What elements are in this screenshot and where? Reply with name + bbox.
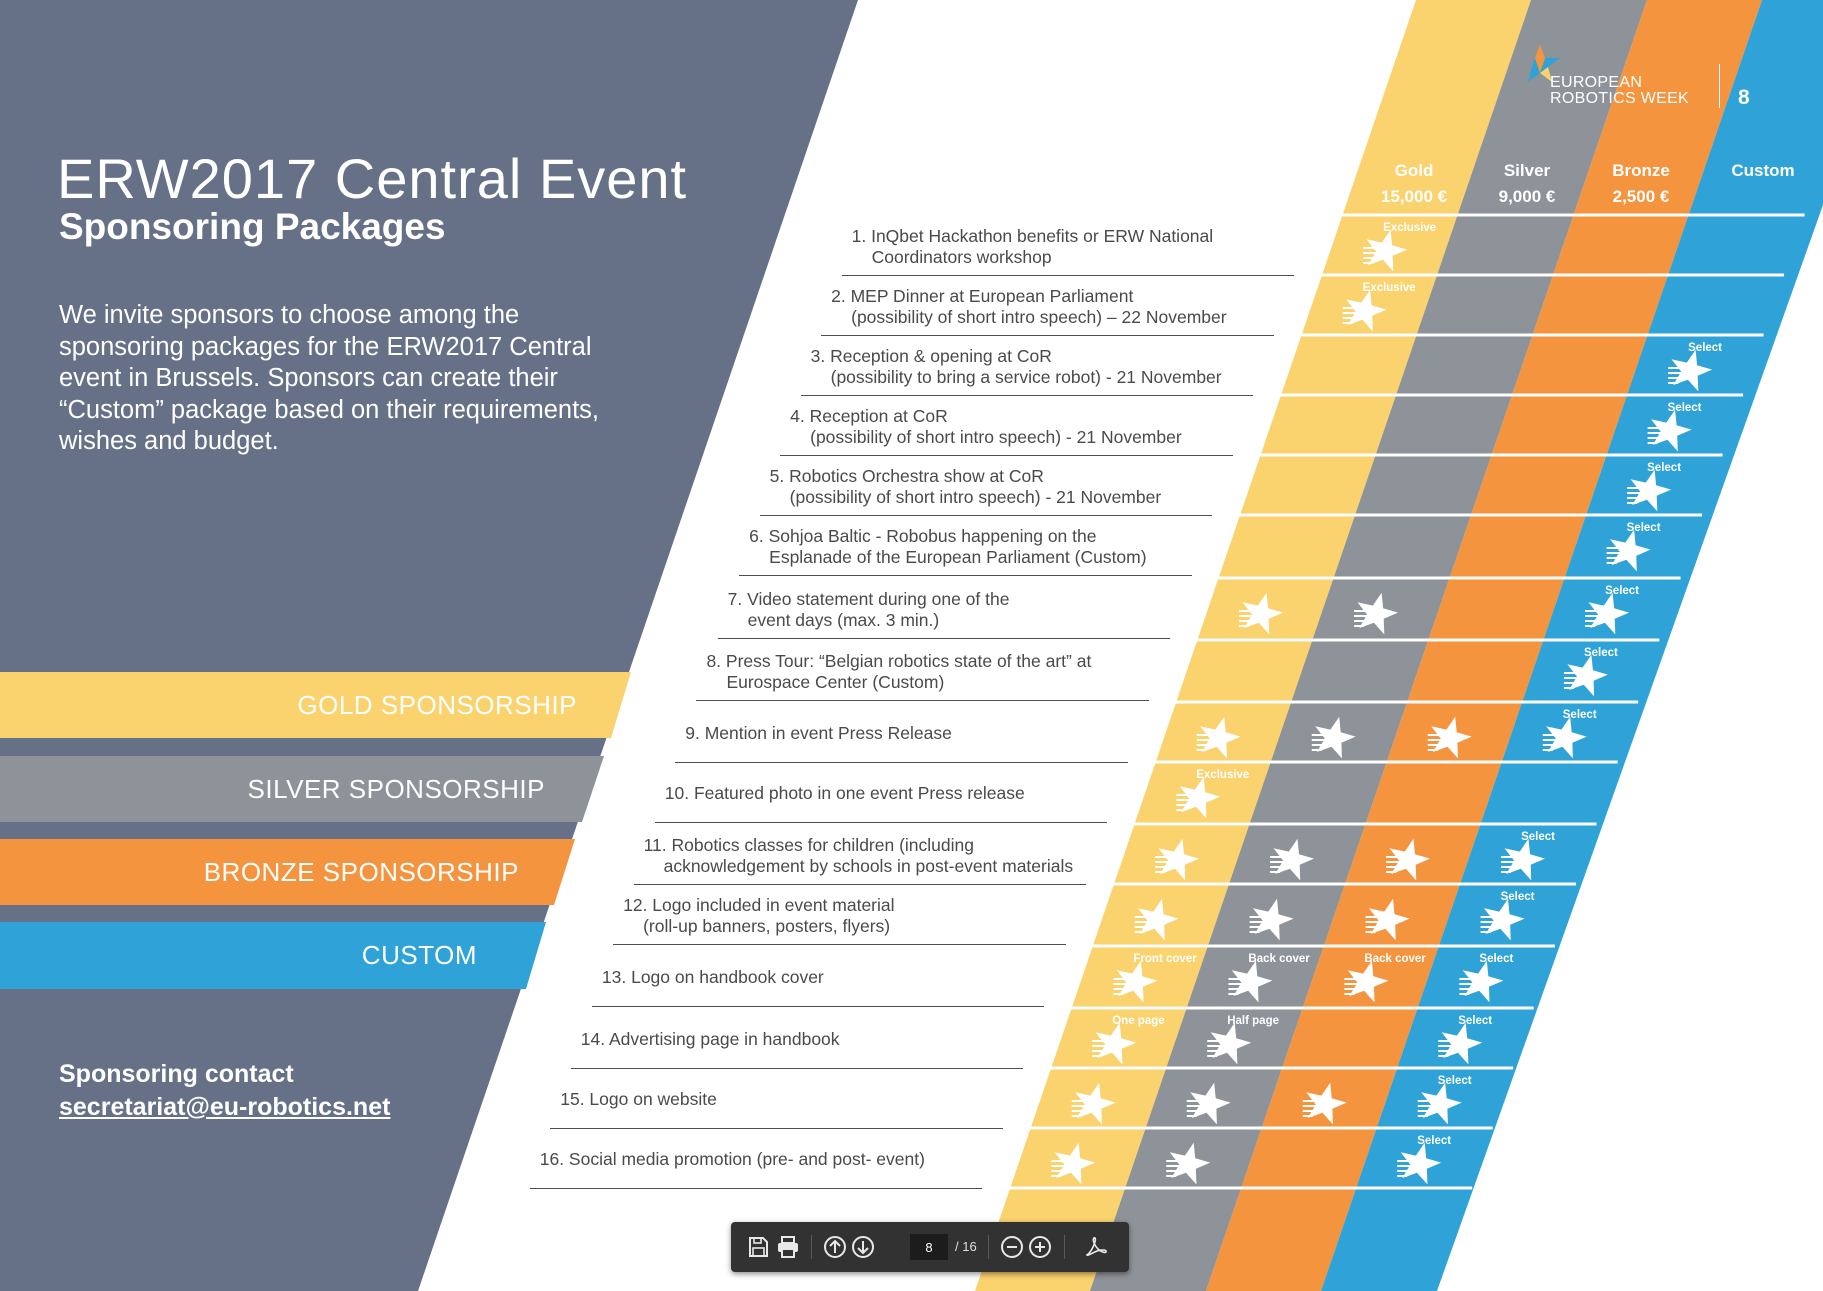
mark-tag: Select — [1647, 462, 1682, 474]
benefit-line-2: Coordinators workshop — [871, 247, 1052, 267]
logo-divider — [1719, 64, 1720, 108]
intro-paragraph: We invite sponsors to choose among the sponsoring packages for the ERW2017 Central event in Brussels. Sponsors can create their “Custom” package based on their requirements, wishes and budget. — [59, 301, 600, 455]
benefit-row — [749, 526, 1146, 568]
gold-header — [1364, 158, 1464, 210]
benefit-line-1: 10. Featured photo in one event Press release — [664, 783, 1025, 803]
pdf-toolbar — [731, 1222, 1129, 1272]
benefit-line-1: 9. Mention in event Press Release — [685, 723, 952, 743]
benefit-rule — [613, 944, 1065, 945]
toolbar-separator — [1064, 1235, 1065, 1259]
benefit-text — [623, 895, 894, 937]
benefit-row — [811, 346, 1222, 388]
benefit-line-2: Esplanade of the European Parliament (Custom) — [769, 547, 1147, 567]
benefit-text — [831, 286, 1226, 328]
arrow-up-icon[interactable] — [822, 1234, 848, 1260]
mark-tag: Select — [1562, 709, 1597, 721]
benefit-text — [540, 1149, 925, 1170]
toolbar-separator — [811, 1235, 812, 1259]
benefit-text — [665, 783, 1025, 804]
benefit-row — [644, 835, 1074, 877]
benefit-text — [706, 651, 1091, 693]
benefit-row — [831, 286, 1226, 328]
logo-line-2: ROBOTICS WEEK — [1550, 90, 1690, 107]
benefit-rule — [696, 700, 1148, 701]
mark-tag: Exclusive — [1383, 222, 1437, 234]
benefit-row — [602, 967, 824, 988]
custom-header — [1713, 158, 1813, 184]
benefit-rule — [655, 822, 1107, 823]
mark-tag: Select — [1479, 953, 1514, 965]
mark-tag: Front cover — [1133, 953, 1197, 965]
silver-name: Silver — [1503, 161, 1551, 180]
benefit-text — [790, 406, 1182, 448]
benefit-text — [560, 1089, 717, 1110]
mark-tag: Exclusive — [1362, 282, 1416, 294]
benefit-line-1: 15. Logo on website — [560, 1089, 717, 1109]
page-total: / 16 — [955, 1239, 977, 1254]
mark-tag: Half page — [1227, 1015, 1279, 1027]
benefit-rule — [842, 275, 1294, 276]
bronze-header — [1591, 158, 1691, 210]
logo-line-1: EUROPEAN — [1550, 74, 1643, 91]
benefit-text — [811, 346, 1222, 388]
bronze-band-label: BRONZE SPONSORSHIP — [203, 857, 519, 887]
zoom-in-icon[interactable] — [1027, 1234, 1053, 1260]
custom-name: Custom — [1731, 161, 1795, 180]
silver-header — [1477, 158, 1577, 210]
benefit-line-2: (possibility of short intro speech) - 21 November — [810, 427, 1182, 447]
save-icon[interactable] — [745, 1234, 771, 1260]
benefit-rule — [801, 395, 1253, 396]
benefit-rule — [739, 575, 1191, 576]
benefit-text — [852, 226, 1214, 268]
benefit-rule — [571, 1068, 1023, 1069]
benefit-row — [706, 651, 1091, 693]
mark-tag: Select — [1583, 647, 1618, 659]
benefit-line-2: (roll-up banners, posters, flyers) — [643, 916, 891, 936]
silver-band-label: SILVER SPONSORSHIP — [247, 774, 545, 804]
acrobat-icon[interactable] — [1083, 1234, 1109, 1260]
benefit-line-2: Eurospace Center (Custom) — [726, 672, 945, 692]
mark-tag: Select — [1417, 1135, 1452, 1147]
benefit-line-1: 5. Robotics Orchestra show at CoR — [769, 466, 1044, 486]
benefit-row — [560, 1089, 717, 1110]
contact-email-link[interactable]: secretariat@eu-robotics.net — [59, 1093, 391, 1121]
benefit-row — [852, 226, 1214, 268]
mark-tag: Select — [1688, 342, 1723, 354]
mark-tag: One page — [1112, 1015, 1165, 1027]
benefit-rule — [550, 1128, 1002, 1129]
toolbar-separator — [988, 1235, 989, 1259]
custom-band-label: CUSTOM — [361, 940, 477, 970]
zoom-out-icon[interactable] — [999, 1234, 1025, 1260]
benefit-line-1: 12. Logo included in event material — [623, 895, 895, 915]
arrow-down-icon[interactable] — [850, 1234, 876, 1260]
benefit-rule — [821, 335, 1273, 336]
benefit-rule — [675, 762, 1127, 763]
silver-price: 9,000 € — [1498, 187, 1556, 206]
mark-tag: Back cover — [1248, 953, 1310, 965]
benefit-rule — [592, 1006, 1044, 1007]
benefit-line-1: 1. InQbet Hackathon benefits or ERW National — [851, 226, 1214, 246]
benefit-line-1: 2. MEP Dinner at European Parliament — [831, 286, 1134, 306]
page-subtitle: Sponsoring Packages — [59, 206, 446, 247]
gold-name: Gold — [1394, 161, 1434, 180]
benefit-line-1: 16. Social media promotion (pre- and post- event) — [539, 1149, 925, 1169]
page-number: 8 — [1738, 86, 1750, 109]
benefit-text — [581, 1029, 840, 1050]
mark-tag: Select — [1626, 522, 1661, 534]
mark-tag: Select — [1437, 1075, 1472, 1087]
mark-tag: Select — [1521, 831, 1555, 843]
mark-tag: Select — [1500, 891, 1535, 903]
benefit-line-2: event days (max. 3 min.) — [747, 610, 940, 630]
benefit-line-1: 14. Advertising page in handbook — [580, 1029, 840, 1049]
bronze-price: 2,500 € — [1612, 187, 1670, 206]
benefit-text — [770, 466, 1162, 508]
contact-label: Sponsoring contact — [59, 1060, 294, 1088]
mark-tag: Select — [1605, 585, 1640, 597]
benefit-rule — [780, 455, 1232, 456]
mark-tag: Exclusive — [1196, 769, 1250, 781]
benefit-text — [602, 967, 824, 988]
benefit-row — [770, 466, 1162, 508]
benefit-line-1: 6. Sohjoa Baltic - Robobus happening on the — [749, 526, 1097, 546]
gold-price: 15,000 € — [1380, 187, 1448, 206]
benefit-row — [540, 1149, 925, 1170]
print-icon[interactable] — [775, 1234, 801, 1260]
page-number-input[interactable] — [910, 1234, 948, 1260]
benefit-line-2: acknowledgement by schools in post-event materials — [663, 856, 1074, 876]
benefit-line-2: (possibility of short intro speech) - 21 November — [789, 487, 1162, 507]
mark-tag: Select — [1458, 1015, 1493, 1027]
benefit-text — [728, 589, 1010, 631]
benefit-line-1: 7. Video statement during one of the — [727, 589, 1010, 609]
benefit-line-2: (possibility of short intro speech) – 22 November — [851, 307, 1227, 327]
benefit-rule — [634, 884, 1086, 885]
benefit-line-1: 8. Press Tour: “Belgian robotics state of the art” at — [706, 651, 1092, 671]
benefit-rule — [718, 638, 1170, 639]
bronze-name: Bronze — [1612, 161, 1670, 180]
benefit-text — [685, 723, 952, 744]
page-title: ERW2017 Central Event — [57, 147, 688, 210]
benefit-row — [581, 1029, 840, 1050]
gold-band-label: GOLD SPONSORSHIP — [297, 690, 577, 720]
benefit-text — [644, 835, 1074, 877]
mark-tag: Back cover — [1364, 953, 1426, 965]
benefit-text — [749, 526, 1146, 568]
benefit-rule — [530, 1188, 982, 1189]
benefit-row — [623, 895, 894, 937]
mark-tag: Select — [1667, 402, 1702, 414]
benefit-row — [728, 589, 1010, 631]
benefit-row — [665, 783, 1025, 804]
benefit-row — [685, 723, 952, 744]
benefit-row — [790, 406, 1182, 448]
benefit-line-1: 3. Reception & opening at CoR — [810, 346, 1052, 366]
benefit-line-1: 4. Reception at CoR — [790, 406, 948, 426]
benefit-line-2: (possibility to bring a service robot) - 21 November — [830, 367, 1222, 387]
benefit-rule — [760, 515, 1212, 516]
benefit-line-1: 13. Logo on handbook cover — [601, 967, 824, 987]
benefit-line-1: 11. Robotics classes for children (including — [643, 835, 974, 855]
erw-logo-text — [1550, 75, 1689, 107]
